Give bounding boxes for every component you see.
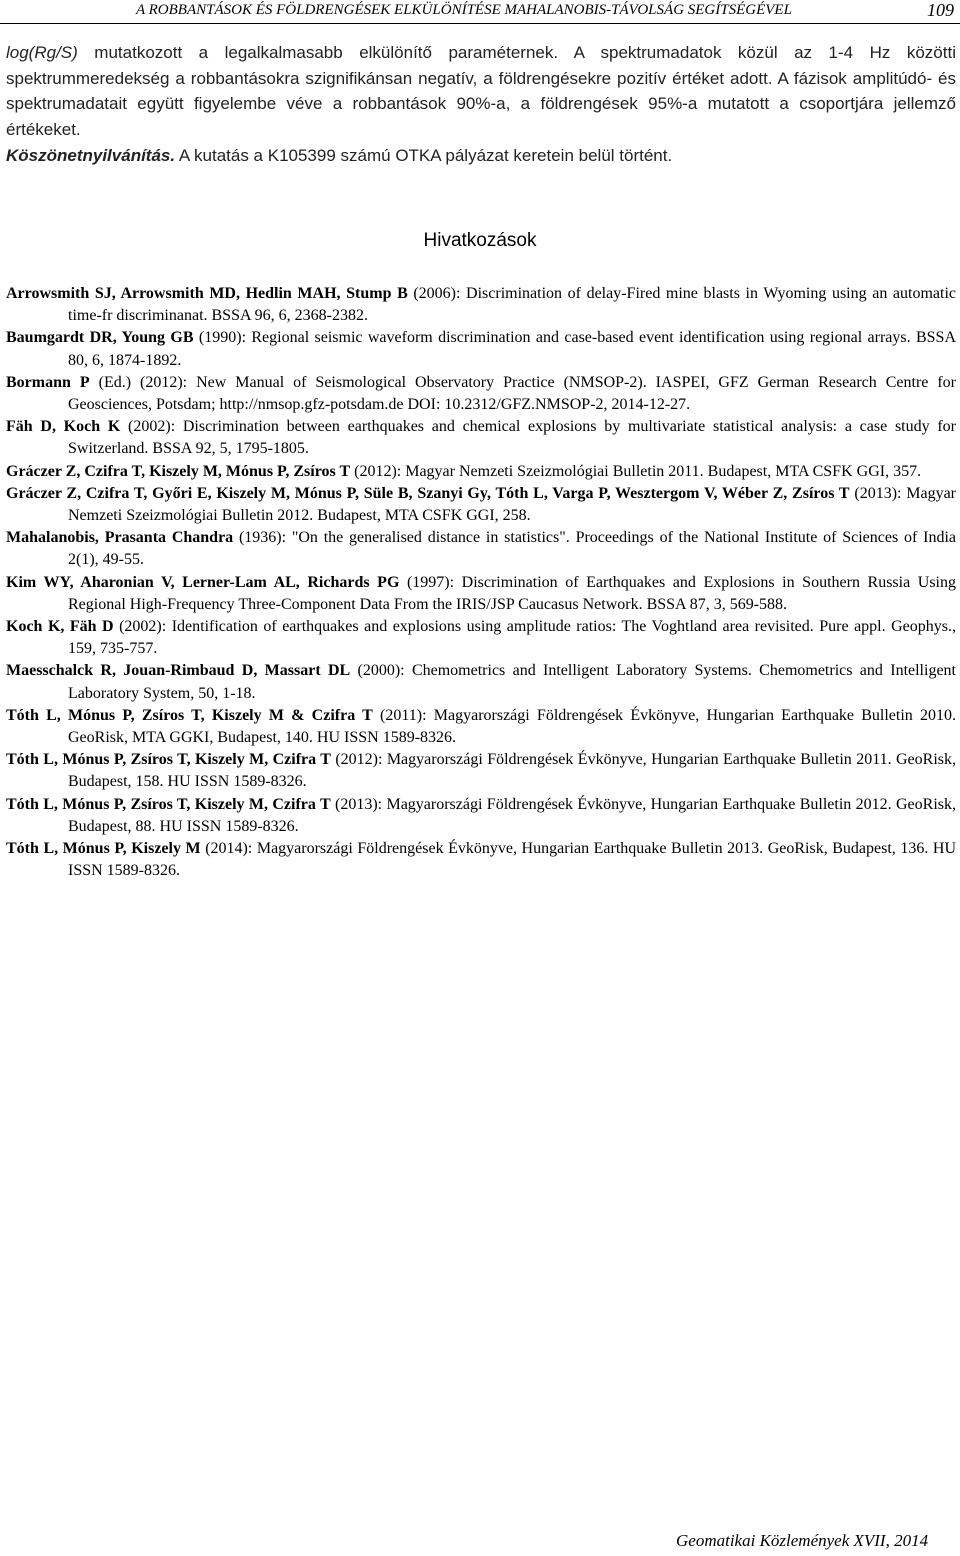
reference-details: (2011): Magyarországi Földrengések Évkönyve, Hungarian Earthquake Bulletin 2010. GeoRisk, MTA GGKI, Budapest, 140. HU ISSN 1589-8326. bbox=[68, 706, 957, 747]
running-header bbox=[0, 0, 960, 22]
reference-authors: Baumgardt DR, Young GB bbox=[6, 329, 194, 347]
page-number: 109 bbox=[927, 0, 954, 20]
reference-details: (1990): Regional seismic waveform discrimination and case-based event identification using regional arrays. BSSA 80, 6, 1874-1892. bbox=[68, 329, 957, 369]
reference-item bbox=[6, 416, 956, 460]
reference-authors: Koch K, Fäh D bbox=[6, 618, 114, 636]
reference-authors: Arrowsmith SJ, Arrowsmith MD, Hedlin MAH, Stump B bbox=[6, 285, 408, 302]
reference-authors: Maesschalck R, Jouan-Rimbaud D, Massart DL bbox=[6, 662, 351, 680]
references-heading: Hivatkozások bbox=[423, 230, 537, 251]
reference-authors: Tóth L, Mónus P, Zsíros T, Kiszely M & Czifra T bbox=[6, 706, 373, 724]
reference-authors: Gráczer Z, Czifra T, Kiszely M, Mónus P, Zsíros T bbox=[6, 462, 351, 480]
paragraph-text: mutatkozott a legalkalmasabb elkülönítő paraméternek. A spektrumadatok közül az 1-4 Hz közötti spektrummeredekség a robbantásokra szignifikánsan negatív, a földrengésekre pozitív értéket adott. A fázisok amplitúdó- és spektrumadatait együtt figyelembe véve a robbantások 90%-a, a földrengések 95%-a mutatott a csoportjára jellemző értékeket. bbox=[6, 43, 956, 140]
reference-authors: Mahalanobis, Prasanta Chandra bbox=[6, 529, 234, 547]
reference-details: (2013): Magyarországi Földrengések Évkönyve, Hungarian Earthquake Bulletin 2012. GeoRisk, Budapest, 88. HU ISSN 1589-8326. bbox=[68, 795, 957, 835]
reference-item bbox=[6, 483, 956, 527]
reference-authors: Gráczer Z, Czifra T, Győri E, Kiszely M, Mónus P, Süle B, Szanyi Gy, Tóth L, Varga P, Wesztergom V, Wéber Z, Zsíros T bbox=[6, 484, 850, 502]
reference-item bbox=[6, 572, 956, 616]
reference-details: (Ed.) (2012): New Manual of Seismological Observatory Practice (NMSOP-2). IASPEI, GFZ German Research Centre for Geosciences, Potsdam; http://nmsop.gfz-potsdam.de DOI: 10.2312/GFZ.NMSOP-2, 2014-12-27. bbox=[68, 373, 957, 414]
reference-item bbox=[6, 838, 956, 882]
paragraph-acknowledgement bbox=[6, 143, 956, 169]
header-rule bbox=[0, 23, 960, 24]
reference-details: (2002): Identification of earthquakes and explosions using amplitude ratios: The Voghtland area revisited. Pure appl. Geophys., 159, 735-757. bbox=[68, 618, 957, 658]
running-footer: Geomatikai Közlemények XVII, 2014 bbox=[676, 1531, 929, 1550]
reference-details: (2006): Discrimination of delay-Fired mine blasts in Wyoming using an automatic time-fr discriminanat. BSSA 96, 6, 2368-2382. bbox=[68, 285, 957, 325]
reference-authors: Tóth L, Mónus P, Kiszely M bbox=[6, 840, 201, 858]
reference-authors: Bormann P bbox=[6, 373, 90, 391]
reference-details: (1936): "On the generalised distance in statistics". Proceedings of the National Institute of Sciences of India 2(1), 49-55. bbox=[68, 529, 956, 569]
reference-details: (2014): Magyarországi Földrengések Évkönyve, Hungarian Earthquake Bulletin 2013. GeoRisk, Budapest, 136. HU ISSN 1589-8326. bbox=[68, 840, 957, 880]
reference-item bbox=[6, 660, 956, 704]
reference-details: (2012): Magyarországi Földrengések Évkönyve, Hungarian Earthquake Bulletin 2011. GeoRisk, Budapest, 158. HU ISSN 1589-8326. bbox=[68, 751, 956, 791]
reference-item bbox=[6, 327, 956, 371]
reference-item bbox=[6, 705, 956, 749]
reference-item bbox=[6, 283, 956, 327]
acknowledgement-label: Köszönetnyilvánítás. bbox=[6, 145, 176, 165]
reference-details: (1997): Discrimination of Earthquakes and Explosions in Southern Russia Using Regional High-Frequency Three-Component Data From the IRIS/JSP Caucasus Network. BSSA 87, 3, 569-588. bbox=[68, 573, 956, 613]
reference-details: (2013): Magyar Nemzeti Szeizmológiai Bulletin 2012. Budapest, MTA CSFK GGI, 258. bbox=[68, 484, 957, 525]
paragraph-conclusion bbox=[6, 40, 956, 143]
references-list bbox=[6, 283, 956, 882]
reference-item bbox=[6, 616, 956, 660]
body-text bbox=[6, 40, 956, 169]
reference-details: (2000): Chemometrics and Intelligent Laboratory Systems. Chemometrics and Intelligent Laboratory System, 50, 1-18. bbox=[68, 662, 956, 702]
reference-item bbox=[6, 461, 956, 483]
reference-authors: Tóth L, Mónus P, Zsíros T, Kiszely M, Czifra T bbox=[6, 751, 331, 769]
reference-authors: Kim WY, Aharonian V, Lerner-Lam AL, Richards PG bbox=[6, 573, 400, 591]
parameter-name: log(Rg/S) bbox=[6, 43, 78, 62]
reference-item bbox=[6, 527, 956, 571]
reference-details: (2002): Discrimination between earthquakes and chemical explosions by multivariate statistical analysis: a case study for Switzerland. BSSA 92, 5, 1795-1805. bbox=[68, 418, 956, 458]
reference-authors: Tóth L, Mónus P, Zsíros T, Kiszely M, Czifra T bbox=[6, 795, 331, 813]
reference-item bbox=[6, 372, 956, 416]
acknowledgement-text: A kutatás a K105399 számú OTKA pályázat keretein belül történt. bbox=[175, 145, 673, 165]
reference-item bbox=[6, 749, 956, 793]
reference-details: (2012): Magyar Nemzeti Szeizmológiai Bulletin 2011. Budapest, MTA CSFK GGI, 357. bbox=[350, 462, 922, 480]
reference-authors: Fäh D, Koch K bbox=[6, 418, 121, 436]
reference-item bbox=[6, 794, 956, 838]
running-header-title: A ROBBANTÁSOK ÉS FÖLDRENGÉSEK ELKÜLÖNÍTÉSE MAHALANOBIS-TÁVOLSÁG SEGÍTSÉGÉVEL bbox=[136, 2, 792, 18]
